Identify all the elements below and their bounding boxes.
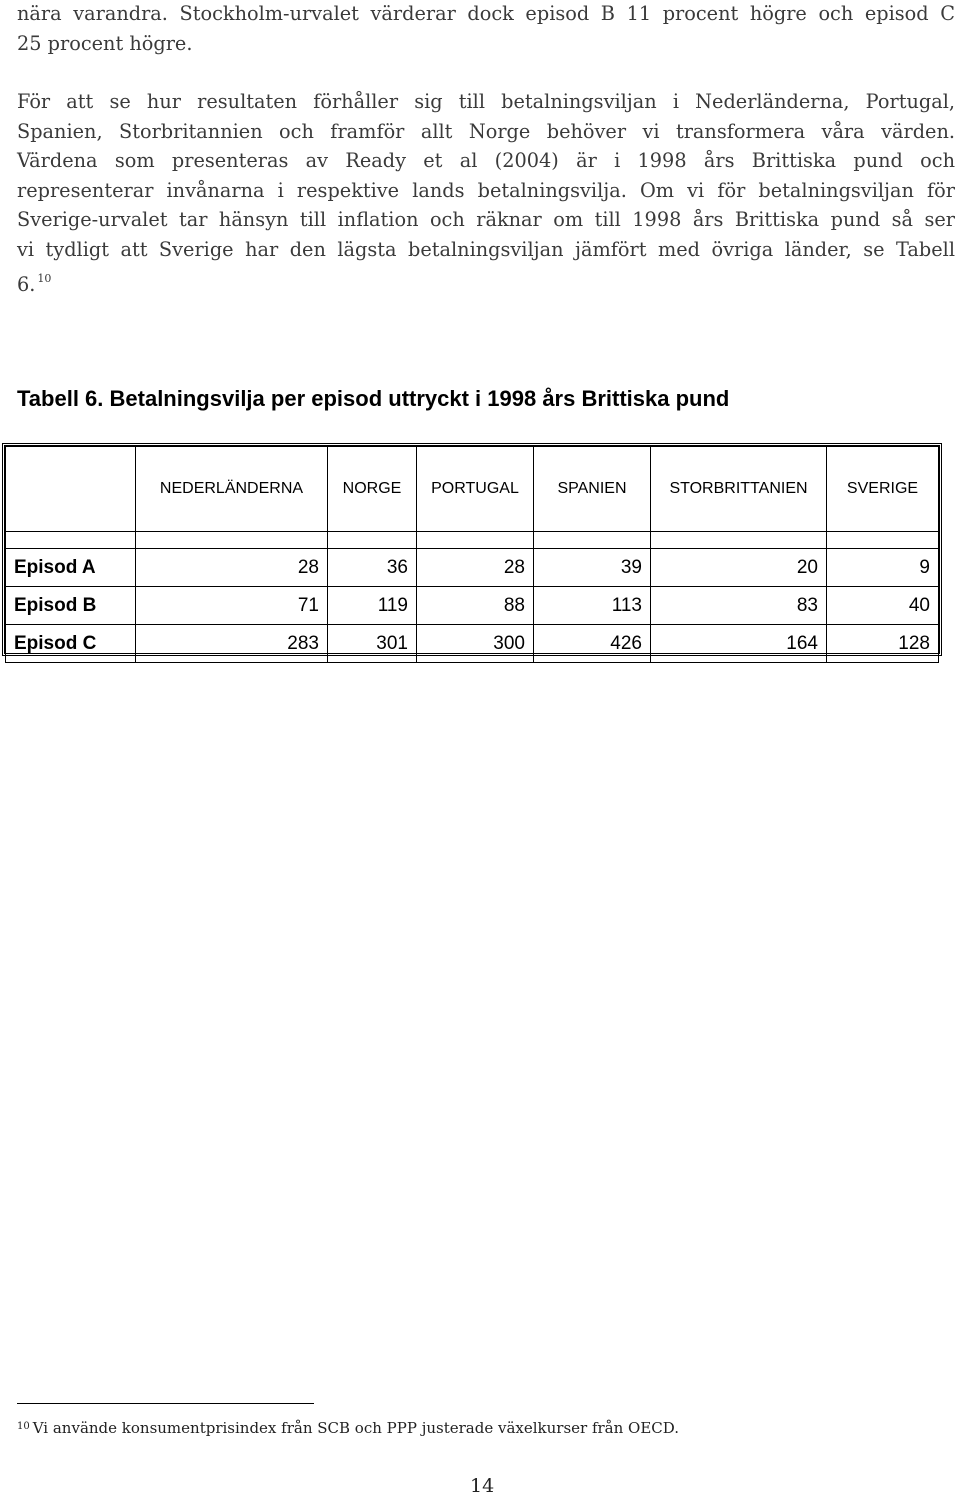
- text-line: [17, 264, 955, 300]
- table-cell: 39: [534, 549, 651, 587]
- table-row: [6, 549, 939, 587]
- table-cell: 71: [136, 587, 328, 625]
- text-line: 25 procent högre.: [17, 31, 193, 55]
- table-title: Tabell 6. Betalningsvilja per episod uttryckt i 1998 års Brittiska pund: [17, 386, 730, 411]
- spacer-cell: [651, 532, 827, 549]
- row-label: Episod B: [6, 587, 136, 625]
- table-cell: 164: [651, 625, 827, 663]
- header-cell-empty: [6, 447, 136, 532]
- table-cell: 36: [328, 549, 417, 587]
- spacer-cell: [534, 532, 651, 549]
- table-cell: 119: [328, 587, 417, 625]
- paragraph-intro: [17, 0, 955, 58]
- footnote: [17, 1414, 679, 1441]
- data-table: [5, 446, 939, 663]
- footnote-divider: [17, 1403, 314, 1404]
- footnote-mark: 10: [17, 1421, 30, 1432]
- text-line: nära varandra. Stockholm-urvalet värderar dock episod B 11 procent högre och episod C: [17, 2, 955, 25]
- table-row: [6, 625, 939, 663]
- header-cell-sverige: SVERIGE: [827, 447, 939, 532]
- text-line: Sverige-urvalet tar hänsyn till inflation och räknar om till 1998 års Brittiska pund så ser: [17, 208, 955, 231]
- spacer-cell: [136, 532, 328, 549]
- header-cell-portugal: PORTUGAL: [417, 447, 534, 532]
- text-line: Värdena som presenteras av Ready et al (2004) är i 1998 års Brittiska pund och: [17, 149, 955, 172]
- spacer-cell: [827, 532, 939, 549]
- page-number: 14: [470, 1475, 495, 1497]
- spacer-cell: [6, 532, 136, 549]
- table-cell: 40: [827, 587, 939, 625]
- text-line: representerar invånarna i respektive lands betalningsvilja. Om vi för betalningsviljan för: [17, 178, 955, 202]
- header-cell-storbritannien: STORBRITTANIEN: [651, 447, 827, 532]
- table-cell: 113: [534, 587, 651, 625]
- text-line: vi tydligt att Sverige har den lägsta betalningsviljan jämfört med övriga länder, se Tabell: [17, 237, 955, 261]
- table-cell: 83: [651, 587, 827, 625]
- row-label: Episod C: [6, 625, 136, 663]
- table-row: [6, 587, 939, 625]
- table-cell: 128: [827, 625, 939, 663]
- spacer-cell: [417, 532, 534, 549]
- table-cell: 28: [417, 549, 534, 587]
- table-cell: 426: [534, 625, 651, 663]
- text-line: Spanien, Storbritannien och framför allt Norge behöver vi transformera våra värden.: [17, 119, 955, 143]
- table-cell: 88: [417, 587, 534, 625]
- footnote-text: Vi använde konsumentprisindex från SCB och PPP justerade växelkurser från OECD.: [32, 1419, 680, 1437]
- header-cell-norge: NORGE: [328, 447, 417, 532]
- table-cell: 301: [328, 625, 417, 663]
- paragraph-body: [17, 87, 955, 300]
- header-cell-nederlanderna: NEDERLÄNDERNA: [136, 447, 328, 532]
- table-cell: 28: [136, 549, 328, 587]
- table-spacer-row: [6, 532, 939, 549]
- table-header-row: [6, 447, 939, 532]
- header-cell-spanien: SPANIEN: [534, 447, 651, 532]
- footnote-reference[interactable]: 10: [37, 272, 52, 285]
- text-line: För att se hur resultaten förhåller sig till betalningsviljan i Nederländerna, Portugal,: [17, 90, 955, 113]
- table-cell: 283: [136, 625, 328, 663]
- table-cell: 9: [827, 549, 939, 587]
- table-cell: 300: [417, 625, 534, 663]
- spacer-cell: [328, 532, 417, 549]
- text-fragment: 6.: [17, 273, 36, 296]
- row-label: Episod A: [6, 549, 136, 587]
- table-cell: 20: [651, 549, 827, 587]
- data-table-frame: [2, 443, 942, 656]
